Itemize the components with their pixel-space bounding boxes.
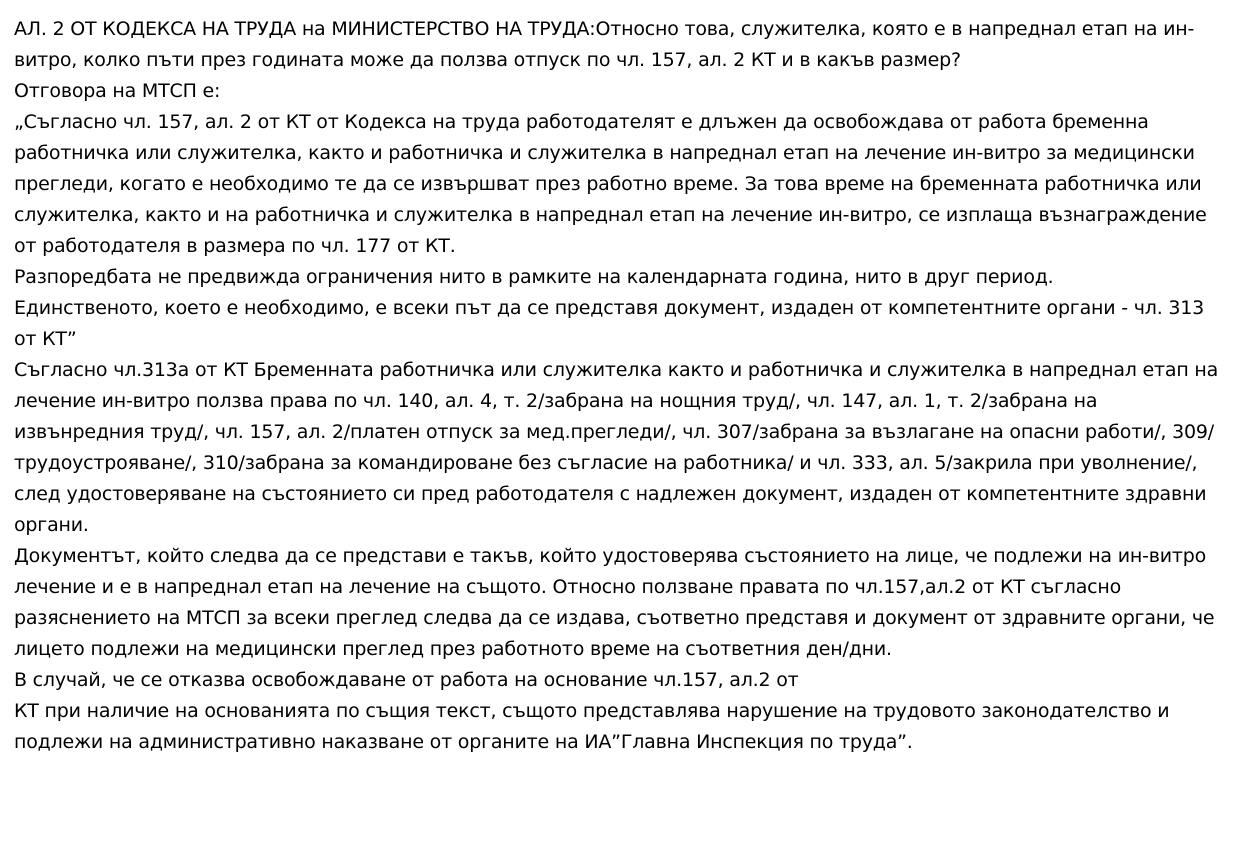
paragraph-violation: КТ при наличие на основанията по същия текст, същото представлява нарушение на трудовото законодателство и подлежи на административно наказване от органите на ИА”Главна Инспекция по труда”.	[14, 700, 1170, 753]
document-body	[14, 14, 1229, 758]
paragraph-quote-art-157: „Съгласно чл. 157, ал. 2 от КТ от Кодекса на труда работодателят е длъжен да освобождава от работа бременна работничка или служителка, както и работничка и служителка в напреднал етап на лечение ин-витро за медицински прегледи, когато е необходимо те да се извършват през работно време. За това време на бременната работничка или служителка, както и на работничка и служителка в напреднал етап на лечение ин-витро, се изплаща възнаграждение от работодателя в размера по чл. 177 от КТ.	[14, 111, 1207, 257]
paragraph-no-limits: Разпоредбата не предвижда ограничения нито в рамките на календарната година, нито в друг период.	[14, 266, 1054, 288]
paragraph-art-313a: Съгласно чл.313а от КТ Бременната работничка или служителка както и работничка и служителка в напреднал етап на лечение ин-витро ползва права по чл. 140, ал. 4, т. 2/забрана на нощния труд/, чл. 147, ал. 1, т. 2/забрана на извънредния труд/, чл. 157, ал. 2/платен отпуск за мед.прегледи/, чл. 307/забрана за възлагане на опасни работи/, 309/трудоустрояване/, 310/забрана за командироване без съгласие на работника/ и чл. 333, ал. 5/закрила при уволнение/, след удостоверяване на състоянието си пред работодателя с надлежен документ, издаден от компетентните здравни органи.	[14, 359, 1219, 536]
paragraph-document-required: Единственото, което е необходимо, е всеки път да се представя документ, издаден от компетентните органи - чл. 313 от КТ”	[14, 297, 1205, 350]
paragraph-document-type: Документът, който следва да се представи е такъв, който удостоверява състоянието на лице, че подлежи на ин-витро лечение и е в напреднал етап на лечение на същото. Относно ползване правата по чл.157,ал.2 от КТ съгласно разяснението на МТСП за всеки преглед следва да се издава, съответно представя и документ от здравните органи, че лицето подлежи на медицински преглед през работното време на съответния ден/дни.	[14, 545, 1215, 660]
paragraph-answer-intro: Отговора на МТСП е:	[14, 80, 221, 102]
paragraph-question: АЛ. 2 ОТ КОДЕКСА НА ТРУДА на МИНИСТЕРСТВО НА ТРУДА:Относно това, служителка, която е в напреднал етап на ин-витро, колко пъти през годината може да ползва отпуск по чл. 157, ал. 2 КТ и в какъв размер?	[14, 18, 1195, 71]
paragraph-refusal: В случай, че се отказва освобождаване от работа на основание чл.157, ал.2 от	[14, 669, 799, 691]
